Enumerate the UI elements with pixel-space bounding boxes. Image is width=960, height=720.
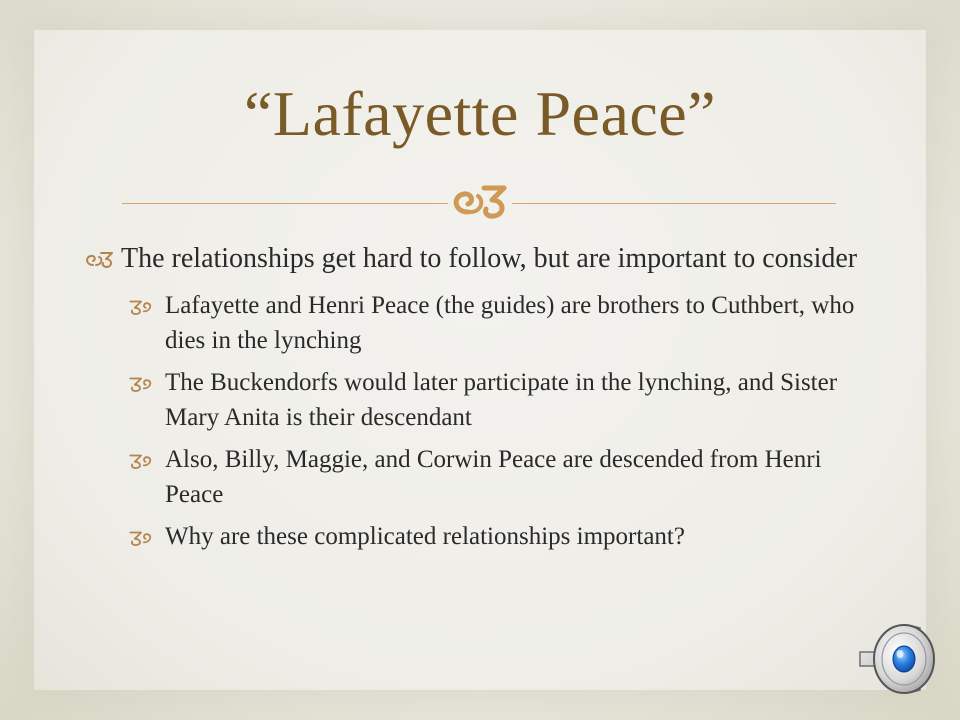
bullet-item bbox=[84, 240, 884, 278]
ornamental-flourish-icon bbox=[448, 176, 512, 224]
sub-bullet-item bbox=[128, 519, 884, 554]
curl-bullet-icon bbox=[128, 374, 156, 392]
sub-bullet-list bbox=[128, 288, 884, 554]
curl-bullet-icon bbox=[128, 528, 156, 546]
sub-bullet-text: The Buckendorfs would later participate in the lynching, and Sister Mary Anita is their descendant bbox=[165, 369, 838, 431]
speaker-icon[interactable] bbox=[856, 620, 942, 698]
sub-bullet-text: Lafayette and Henri Peace (the guides) are brothers to Cuthbert, who dies in the lynching bbox=[165, 292, 855, 354]
curl-bullet-icon bbox=[128, 451, 156, 469]
sub-bullet-text: Why are these complicated relationships important? bbox=[165, 523, 685, 550]
bullet-text: The relationships get hard to follow, but are important to consider bbox=[121, 243, 858, 274]
sub-bullet-text: Also, Billy, Maggie, and Corwin Peace are descended from Henri Peace bbox=[165, 446, 822, 508]
slide-title: “Lafayette Peace” bbox=[243, 78, 717, 149]
title-divider-left bbox=[122, 203, 448, 204]
sub-bullet-item bbox=[128, 442, 884, 512]
curl-bullet-icon bbox=[84, 249, 114, 269]
slide-body bbox=[84, 240, 884, 561]
sub-bullet-item bbox=[128, 365, 884, 435]
title-divider-right bbox=[512, 203, 836, 204]
sub-bullet-item bbox=[128, 288, 884, 358]
curl-bullet-icon bbox=[128, 297, 156, 315]
